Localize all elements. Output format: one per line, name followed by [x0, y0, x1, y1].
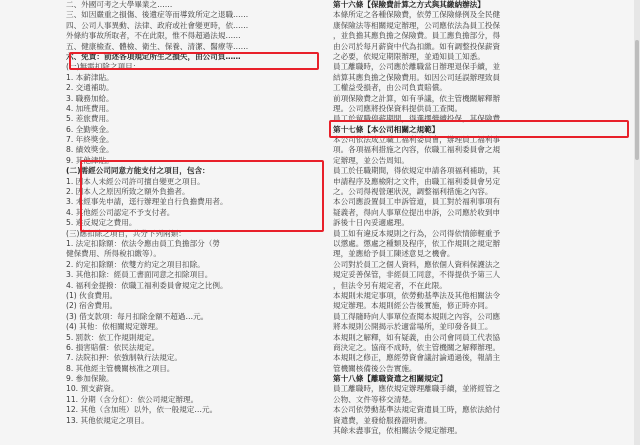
right-text-line: 公物、文件等移交清楚。 [333, 394, 417, 404]
left-text-line: 1. 因本人未經公司許可擅自變更之項目。 [66, 176, 205, 186]
right-text-line: 其餘未盡事宜，依相關法令規定辦理。 [333, 426, 463, 436]
left-text-line: 8. 績效獎金。 [66, 145, 114, 155]
right-text-line: 由公司於每月薪資中代為扣繳。如有調整投保薪資 [333, 41, 501, 51]
left-text-line: 二、外國可考之大學畢業之…… [66, 0, 173, 9]
right-text-line: 員工離職時，應依規定辦理離職手續，並將經管之 [333, 384, 501, 394]
left-text-line: 9. 其他津貼。 [66, 155, 114, 165]
left-text-line: 4. 其他經公司認定不予支付者。 [66, 207, 175, 217]
right-text-line: 管機關核備後公告實施。 [333, 363, 417, 373]
right-text-line: ，並負擔其應負擔之保險費。員工應負擔部分，得 [333, 31, 501, 41]
right-text-line: 員工得隨時向人事單位查閱本規則之內容，公司應 [333, 311, 501, 321]
right-text-line: 本公司應設置員工申訴管道，員工對於福利事項有 [333, 197, 501, 207]
right-text-line: 前項保險費之計算，如有爭議，依主管機關解釋辦 [333, 93, 501, 103]
left-text-line: 6. 損害賠償：依民法規定。 [66, 342, 160, 352]
right-text-line: 項。各項福利措施之內容，依職工福利委員會之規 [333, 145, 501, 155]
right-text-line: 本規則之修正，應經勞資會議討論通過後，報請主 [333, 353, 501, 363]
right-text-line: 本規則未規定事項，依勞動基準法及其他相關法令 [333, 290, 501, 300]
left-text-line: 4. 加班費用。 [66, 103, 114, 113]
left-text-line: 11. 分期（含分紅）：依公司規定辦理。 [66, 394, 199, 404]
left-text-line: (2) 宿舍費用。 [66, 301, 118, 311]
left-text-line: 8. 其他經主管機關核准之項目。 [66, 363, 175, 373]
left-text-line: 三、如因嚴重之損傷、後遺症等而導致所定之退職…… [66, 10, 249, 20]
right-text-line: 疑義者，得向人事單位提出申訴，公司應於收到申 [333, 207, 501, 217]
right-text-line: ，但法令另有規定者，不在此限。 [333, 280, 447, 290]
scrollbar-thumb[interactable] [635, 40, 639, 160]
right-text-line: 理。公司應將投保資料提供員工查閱。 [333, 103, 463, 113]
left-text-line: 5. 差旅費用。 [66, 114, 114, 124]
right-text-line: 工權益受損者，由公司負責賠償。 [333, 83, 447, 93]
right-text-line: 本條所定之各種保險費，依勞工保險條例及全民健 [333, 10, 501, 20]
right-column [333, 0, 633, 436]
left-text-line: 7. 法院扣押：依強制執行法規定。 [66, 353, 182, 363]
right-text-line: 定辦理，並公告周知。 [333, 155, 409, 165]
right-text-line: 規定辦理。本規則經公告後實施，修正時亦同。 [333, 301, 493, 311]
left-text-line: 四、公司人事異動、法律、政府或社會變更時，依…… [66, 20, 249, 30]
left-text-line: (二)需經公司同意方能支付之項目，包含： [66, 166, 210, 176]
left-text-line: 1. 本薪津貼。 [66, 72, 114, 82]
right-text-line: 員工於留職停薪期間，得選擇繼續投保，其保險費 [333, 114, 501, 124]
right-text-line: 第十六條【保險費計算之方式與其繳納辦法】 [333, 0, 485, 9]
right-text-line: 以懲處。懲處之種類及程序，依工作規則之規定辦 [333, 238, 501, 248]
left-text-line: (一)無需扣除之項目： [66, 62, 141, 72]
left-text-line: (4) 其他：依相關規定辦理。 [66, 322, 163, 332]
right-text-line: 結算其應負擔之保險費用。如因公司延誤辦理致員 [333, 72, 501, 82]
left-text-line: 5. 罰款：依工作規則規定。 [66, 332, 160, 342]
left-text-line: 3. 其他扣除：經員工書面同意之扣除項目。 [66, 270, 213, 280]
left-text-line: 2. 約定扣除額：依雙方約定之項目扣除。 [66, 259, 205, 269]
left-text-line: 9. 參加保險。 [66, 374, 114, 384]
left-text-line: 健保費用、所得稅扣繳等）。 [66, 249, 161, 259]
right-text-line: 將本規則公開揭示於適當場所，並印發各員工。 [333, 322, 493, 332]
scrollbar[interactable] [634, 0, 640, 445]
left-text-line: 外條約事故所取者，不在此限，惟不得超過法規…… [66, 31, 241, 41]
left-text-line: 3. 職務加給。 [66, 93, 114, 103]
right-text-line: 資遣費，並發給服務證明書。 [333, 415, 432, 425]
left-text-line: 六、免責：前述各項規定所生之損失，由公司負…… [66, 51, 241, 61]
left-text-line: 2. 交通補助。 [66, 83, 114, 93]
right-text-line: 員工如有違反本規則之行為，公司得依情節輕重予 [333, 228, 501, 238]
right-text-line: 第十八條【離職資遣之相關規定】 [333, 374, 447, 384]
left-text-line: 1. 法定扣除額：依法令應由員工負擔部分（勞 [66, 238, 220, 248]
right-text-line: 申請程序及應檢附之文件，由職工福利委員會另定 [333, 176, 501, 186]
right-text-line: 之必要，依規定期限辦理，並通知員工知悉。 [333, 51, 485, 61]
right-text-line: 商決定之。協商不成時，依主管機關之解釋辦理。 [333, 342, 501, 352]
right-text-line: 本公司依勞動基準法規定資遣員工時，應依法給付 [333, 405, 501, 415]
right-text-line: 規定妥善保管，非經員工同意，不得提供予第三人 [333, 270, 501, 280]
left-text-line: 4. 福利金提撥：依職工福利委員會規定之比例。 [66, 280, 228, 290]
right-text-line: 公司對於員工之個人資料，應依個人資料保護法之 [333, 259, 501, 269]
left-column [66, 0, 328, 426]
right-text-line: 本公司依法成立職工福利委員會，辦理員工福利事 [333, 135, 501, 145]
left-text-line: 12. 其他（含加班）以外，依一般規定…元。 [66, 405, 218, 415]
right-text-line: 本規則之解釋，如有疑義，由公司會同員工代表協 [333, 332, 501, 342]
left-text-line: (3) 借支款項：每月扣除金額不超過…元。 [66, 311, 209, 321]
left-text-line: 3. 未經事先申請，逕行辦理並自行負擔費用者。 [66, 197, 228, 207]
right-text-line: 第十七條【本公司相關之規範】 [333, 124, 440, 134]
left-text-line: (三)應扣除之項目，共分下列兩類： [66, 228, 186, 238]
left-text-line: 7. 年終獎金。 [66, 135, 114, 145]
right-text-line: 訴後十日內妥適處理。 [333, 218, 409, 228]
right-text-line: 員工於任職期間，得依規定申請各項福利補助，其 [333, 166, 501, 176]
left-text-line: 13. 其他依規定之項目。 [66, 415, 149, 425]
left-text-line: (1) 伙食費用。 [66, 290, 118, 300]
right-text-line: 康保險法等相關規定辦理，公司應依法為員工投保 [333, 20, 501, 30]
left-text-line: 10. 預支薪資。 [66, 384, 119, 394]
right-text-line: 理，並應給予員工陳述意見之機會。 [333, 249, 455, 259]
right-text-line: 之。公司得視營運狀況，調整福利措施之內容。 [333, 187, 493, 197]
left-text-line: 6. 全勤獎金。 [66, 124, 114, 134]
left-text-line: 2. 因本人之原因所致之額外負擔者。 [66, 187, 190, 197]
left-text-line: 5. 違反規定之費用。 [66, 218, 137, 228]
left-text-line: 五、健康檢查、體檢、衛生、保養、清潔、醫療等…… [66, 41, 249, 51]
right-text-line: 員工離職時，公司應於離職當日辦理退保手續，並 [333, 62, 501, 72]
